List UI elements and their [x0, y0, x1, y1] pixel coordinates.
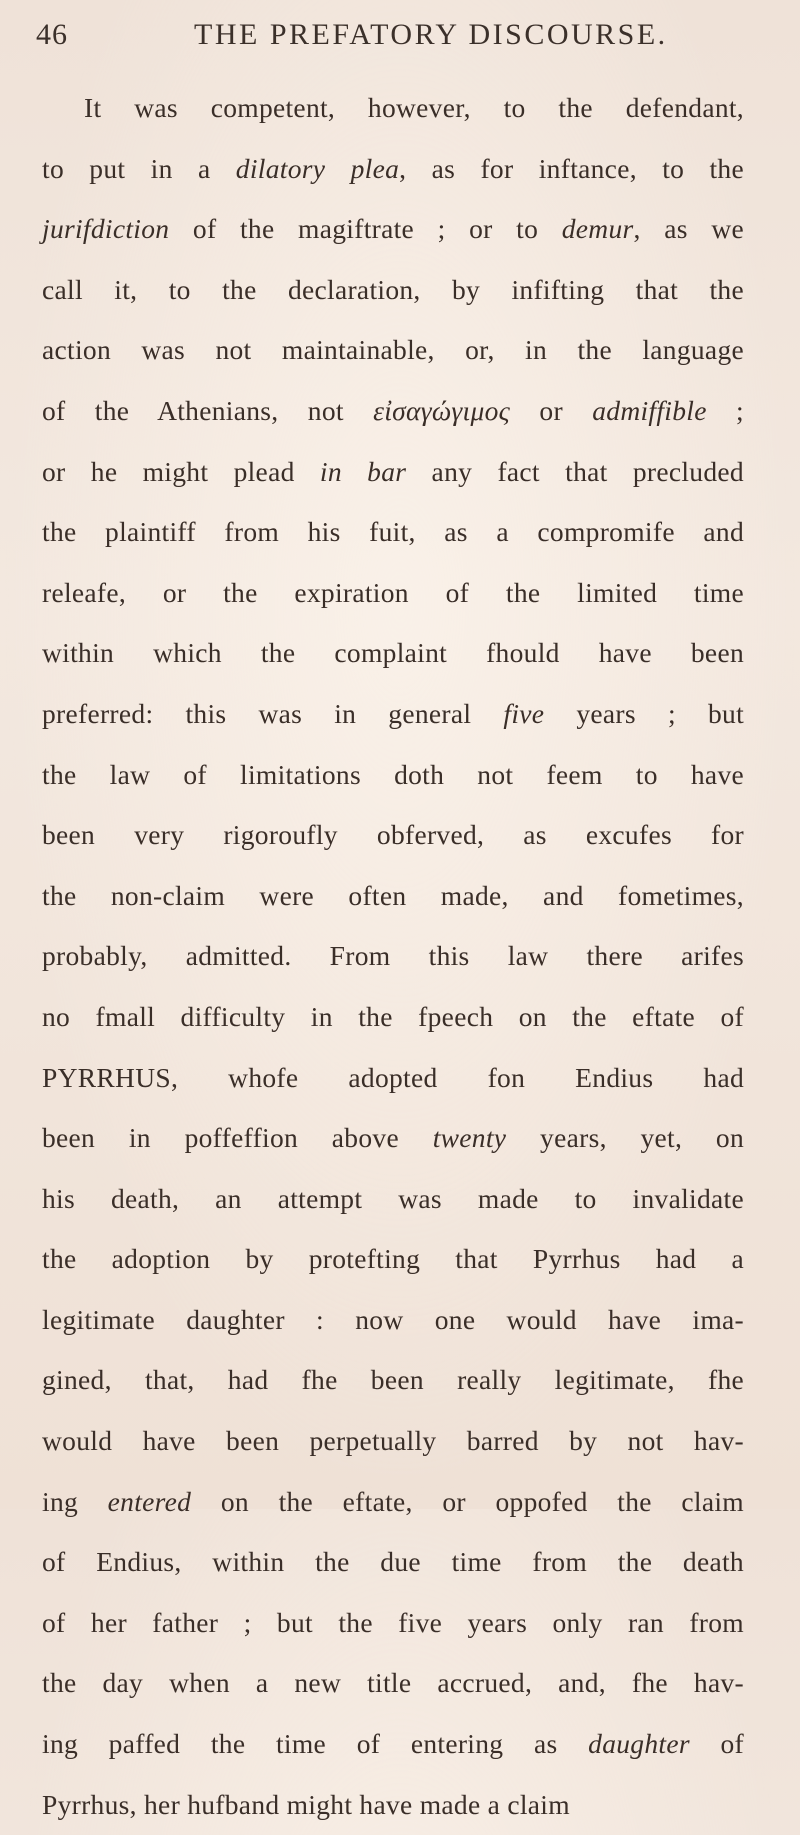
- text-segment: of the magiftrate ; or to: [169, 213, 562, 245]
- text-segment: within which the complaint fhould have been: [42, 637, 744, 669]
- text-segment: of the Athenians, not: [42, 394, 374, 426]
- text-line: [42, 1775, 744, 1835]
- text-segment: , as we: [633, 213, 744, 245]
- text-line: [42, 1593, 744, 1654]
- text-segment: to put in a: [42, 152, 236, 184]
- text-segment: of: [689, 1728, 744, 1760]
- text-line: [42, 260, 744, 321]
- text-line: [42, 1653, 744, 1714]
- running-title: THE PREFATORY DISCOURSE.: [194, 18, 668, 51]
- text-line: [42, 805, 744, 866]
- text-line: [42, 442, 744, 503]
- text-line: [42, 926, 744, 987]
- text-segment: his death, an attempt was made to invalidate: [42, 1182, 744, 1214]
- text-line: [42, 684, 744, 745]
- text-segment: of Endius, within the due time from the death: [42, 1546, 744, 1578]
- italic-text: five: [503, 697, 545, 729]
- text-line: [42, 1472, 744, 1533]
- text-segment: the day when a new title accrued, and, fhe hav-: [42, 1667, 744, 1699]
- text-line: [42, 1048, 744, 1109]
- text-segment: or: [510, 394, 593, 426]
- text-line: [42, 78, 744, 139]
- text-line: [42, 199, 744, 260]
- italic-text: in bar: [319, 455, 407, 487]
- text-segment: Pyrrhus, her hufband might have made a claim: [42, 1788, 570, 1820]
- text-segment: been very rigoroufly obferved, as excufes for: [42, 819, 744, 851]
- text-line: [42, 1229, 744, 1290]
- text-line: [42, 866, 744, 927]
- text-line: [42, 987, 744, 1048]
- text-segment: legitimate daughter : now one would have ima-: [42, 1303, 744, 1335]
- text-segment: years, yet, on: [506, 1122, 744, 1154]
- text-line: [42, 1350, 744, 1411]
- text-segment: or he might plead: [42, 455, 320, 487]
- text-segment: on the eftate, or oppofed the claim: [191, 1485, 745, 1517]
- text-segment: of her father ; but the five years only ran from: [42, 1606, 744, 1638]
- italic-text: dilatory plea: [235, 152, 400, 184]
- text-segment: PYRRHUS, whofe adopted fon Endius had: [42, 1061, 744, 1093]
- text-segment: the law of limitations doth not feem to have: [42, 758, 744, 790]
- running-head: [36, 18, 764, 62]
- text-line: [42, 320, 744, 381]
- italic-text: demur: [561, 213, 634, 245]
- page-number: 46: [36, 18, 68, 51]
- text-line: [42, 563, 744, 624]
- italic-text: twenty: [432, 1122, 507, 1154]
- text-line: [42, 1714, 744, 1775]
- italic-text: jurifdiction: [42, 213, 170, 245]
- text-segment: releafe, or the expiration of the limited time: [42, 576, 744, 608]
- italic-text: admiffible: [592, 394, 707, 426]
- text-segment: call it, to the declaration, by infifting that the: [42, 273, 744, 305]
- text-line: [42, 745, 744, 806]
- text-line: [42, 1108, 744, 1169]
- text-segment: , as for inftance, to the: [399, 152, 744, 184]
- text-segment: years ; but: [544, 697, 745, 729]
- text-segment: ing: [42, 1485, 108, 1517]
- italic-text: εἰσαγώγιμος: [373, 394, 511, 426]
- body-text: [42, 78, 744, 1835]
- text-segment: the plaintiff from his fuit, as a compromife and: [42, 516, 744, 548]
- text-line: [42, 139, 744, 200]
- text-segment: the adoption by protefting that Pyrrhus had a: [42, 1243, 744, 1275]
- text-segment: the non-claim were often made, and fometimes,: [42, 879, 744, 911]
- text-line: [42, 623, 744, 684]
- text-segment: been in poffeffion above: [42, 1122, 433, 1154]
- text-segment: It was competent, however, to the defendant,: [84, 92, 744, 123]
- text-segment: probably, admitted. From this law there arifes: [42, 940, 744, 972]
- text-segment: ;: [706, 394, 744, 426]
- text-line: [42, 1290, 744, 1351]
- text-line: [42, 502, 744, 563]
- text-line: [42, 1169, 744, 1230]
- text-segment: any fact that precluded: [406, 455, 744, 487]
- text-line: [42, 1411, 744, 1472]
- text-segment: ing paffed the time of entering as: [42, 1728, 589, 1760]
- italic-text: daughter: [588, 1728, 690, 1760]
- italic-text: entered: [107, 1485, 192, 1517]
- text-segment: no fmall difficulty in the fpeech on the eftate of: [42, 1000, 744, 1032]
- text-segment: action was not maintainable, or, in the language: [42, 334, 744, 366]
- text-segment: preferred: this was in general: [42, 697, 504, 729]
- text-segment: would have been perpetually barred by not hav-: [42, 1425, 744, 1457]
- text-segment: gined, that, had fhe been really legitimate, fhe: [42, 1364, 744, 1396]
- text-line: [42, 1532, 744, 1593]
- text-line: [42, 381, 744, 442]
